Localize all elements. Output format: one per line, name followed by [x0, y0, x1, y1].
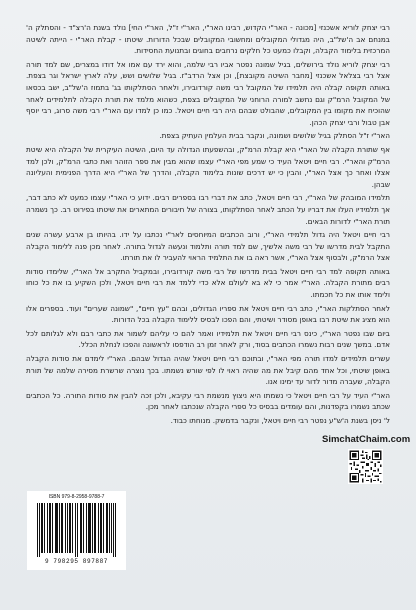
qr-code-icon: [348, 449, 383, 484]
paragraph: האר"י ז"ל הסתלק בגיל שלושים ושמונה, ונקבר בבית העלמין העתיק בצפת.: [159, 131, 390, 141]
paragraph: תלמידו המובהק של האר"י, רבי חיים ויטאל, כתב את דברי רבו בספרים רבים. ידוע כי האר"י עצמו כמעט לא כתב דבר, אך תלמידיו העלו את דבריו על הכתב לאחר הסתלקותו, בצורה של חיבורים המתארים את שיטתו בפירוט רב. כך נשמרה תורת האר"י לדורות הבאים.: [26, 193, 390, 226]
paragraph: אף שתורת הקבלה של האר"י היא קבלת הרמ"ק, ובהשפעתו הגדולה עד היום, השיטה העיקרית של הקבלה היא שיטת הרמ"ק והאר"י. רבי חיים ויטאל העיד כי שמע מפי האר"י עצמו שהוא מבין את ספר הזוהר ואת כתבי הרמ"ק, ולכן למד אצלו ואחר כך אצל האר"י, והבין כי יש דרכים שונות בלימוד הקבלה, והדרך של האר"י היא הדרך הפנימית והעליונה שבהן.: [26, 144, 390, 189]
paragraph: עשרים תלמידים למדו תורה מפי האר"י, ובתוכם רבי חיים ויטאל שהיה הגדול שבהם. האר"י לימדם את סודות הקבלה באופן שיטתי, וכל אחד מהם קיבל את מה שהיה ראוי לו לפי שורש נשמתו. בכך נוצרה שרשרת מסירה שלמה של תורת הקבלה, שעברה מדור לדור עד ימינו אנו.: [26, 354, 390, 387]
isbn-barcode: [27, 491, 126, 570]
paragraph: ל' ניסן בשנת ה'ש"ע נפטר רבי חיים ויטאל, ונקבר בדמשק. מנוחתו כבוד.: [170, 416, 390, 425]
paragraph: ביום שבו נפטר האר"י, כינס רבי חיים ויטאל את תלמידיו ואמר להם כי עליהם לשמור את כתבי רבם ולא לגלותם לכל אדם. במשך שנים רבות נשמרו הכתבים בסוד, ורק לאחר זמן רב הודפסו לראשונה והפכו לנחלת הכלל.: [26, 328, 390, 350]
paragraph: לאחר הסתלקות האר"י, כתב רבי חיים ויטאל את ספריו הגדולים, ובהם "עץ חיים", "שמונה שערים" ועוד. בספרים אלו הוא מציג את שיטת רבו באופן מסודר ושיטתי, והם הפכו לבסיס ללימוד הקבלה בכל הדורות.: [26, 303, 390, 325]
barcode-digits: 9 798295 897887: [44, 558, 108, 565]
barcode-bars: [34, 503, 119, 557]
paragraph: רבי חיים ויטאל היה גדול תלמידי האר"י, ורוב הכתבים המיוחסים לאר"י נכתבו על ידו. בהיותו בן ארבע עשרה שנים התקבל לבית מדרשו של רבי משה אלשיך, שם למד תורה ותלמוד ונעשה לגדול בתורה. לאחר מכן פנה ללימוד הקבלה אצל הרמ"ק, ולבסוף אצל האר"י, אשר ראה בו את התלמיד הראוי להעביר לו את תורתו.: [26, 230, 390, 263]
paragraph: רבי יצחק לוריא נולד בירושלים, בגיל שמונה נפטר אביו רבי שלמה, והוא ירד עם אמו אל דודו במצרים, שם למד תורה אצל רבי בצלאל אשכנזי [מחבר השיטה מקובצת], וכן אצל הרדב"ז. בגיל שלושים ושש, עלה לארץ ישראל וגר בצפת. באותה תקופה קבלה היה תלמידו של המקובל רבי משה קורדובירו, ולאחר הסתלקותו בג' בתמוז ה'של"ב, ישב בכסאו של המקובל הרמ"ק וגם נחשב למורה הרוחני של המקובלים בצפת, כשהוא מלמד את תורת הקבלה לתלמידים לאחר שהוכיח את מקומו בין המקובלים, שהבולט שבהם היה רבי חיים ויטאל. כמו כן למדו עם האר"י רבי משה סרוג, רבי יוסף אבן טבול ורבי יצחק הכהן.: [26, 59, 390, 127]
paragraph: האר"י העיד על רבי חיים ויטאל כי נשמתו היא ניצוץ מנשמת רבי עקיבא, ולכן זכה להבין את סודות התורה. כל הכתבים שכתב נשמרו בקפדנות, והם עומדים בבסיס כל ספרי הקבלה שנכתבו לאחר מכן.: [26, 390, 390, 412]
paragraph: באותה תקופה למד רבי חיים ויטאל בבית מדרשו של רבי משה קורדובירו, ובמקביל התקרב אל האר"י, שלימדו סודות רבים מתורת הקבלה. האר"י אמר כי לא בא לעולם אלא כדי ללמד את רבי חיים ויטאל, ולכן השקיע בו את כל כוחו ולימד אותו את כל חכמתו.: [26, 266, 390, 300]
isbn-label: ISBN 979-8-2958-9788-7: [48, 494, 105, 500]
website-link[interactable]: SimchatChaim.com: [322, 434, 411, 445]
paragraph: רבי יצחק לוריא אשכנזי [מכונה - האר"י הקדוש, רבינו האר"י, האר"י ז"ל, האר"י החי] נולד בשנת ה'רצ"ד - והסתלק ה' במנחם אב ה'של"ב, היה מגדולי המקובלים ומחשובי המקובלים שבכל הדורות. שיטתו - קבלת האר"י - הייתה לשיטה המרכזית בלימוד הקבלה, וקבלו כמעט כל חלקים נרחבים בחוגים ובתנועת החסידות.: [26, 23, 390, 56]
body-text: [26, 22, 390, 429]
